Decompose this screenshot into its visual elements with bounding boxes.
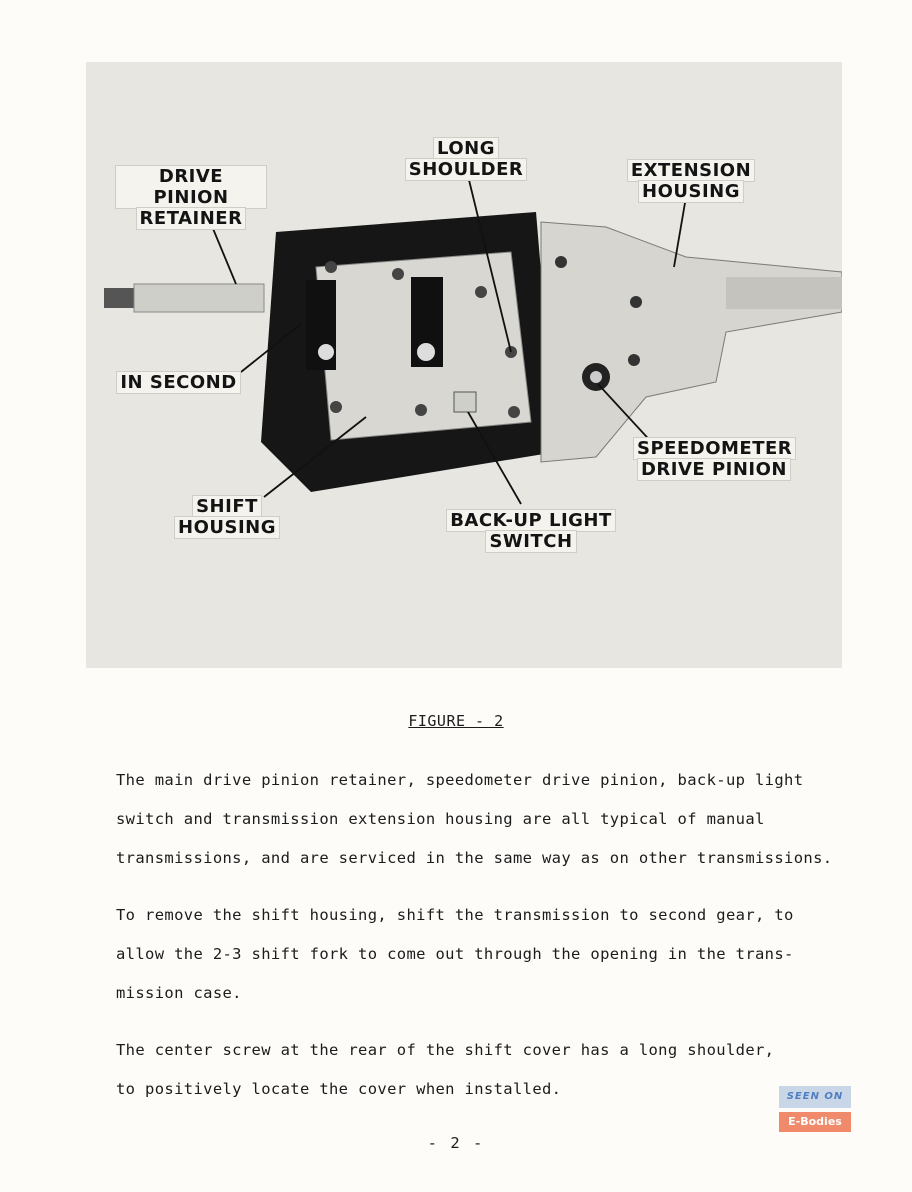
paragraph-line: switch and transmission extension housing are all typical of manual <box>116 810 765 828</box>
label-drive-pinion-retainer: DRIVE PINION RETAINER <box>116 166 266 229</box>
paragraph-line: The center screw at the rear of the shift cover has a long shoulder, <box>116 1041 775 1059</box>
extension-tail <box>726 277 842 309</box>
back-up-switch <box>454 392 476 412</box>
figure-photo <box>86 62 842 668</box>
watermark-top: SEEN ON <box>779 1086 851 1108</box>
paragraph-1 <box>116 761 836 878</box>
bolt <box>392 268 404 280</box>
bolt <box>475 286 487 298</box>
bolt <box>330 401 342 413</box>
paragraph-line: transmissions, and are serviced in the same way as on other transmissions. <box>116 849 833 867</box>
watermark-bottom: E-Bodies <box>779 1112 851 1132</box>
paragraph-line: mission case. <box>116 984 242 1002</box>
input-shaft-spline <box>104 288 136 308</box>
page-number: - 2 - <box>427 1134 485 1152</box>
bolt <box>508 406 520 418</box>
lever-hole-left <box>318 344 334 360</box>
label-back-up-light-switch: BACK-UP LIGHT SWITCH <box>446 510 616 552</box>
bolt <box>325 261 337 273</box>
label-shift-housing: SHIFT HOUSING <box>172 496 282 538</box>
paragraph-line: allow the 2-3 shift fork to come out through the opening in the trans- <box>116 945 794 963</box>
paragraph-line: To remove the shift housing, shift the transmission to second gear, to <box>116 906 794 924</box>
paragraph-line: The main drive pinion retainer, speedometer drive pinion, back-up light <box>116 771 804 789</box>
label-speedometer-drive-pinion: SPEEDOMETER DRIVE PINION <box>634 438 794 480</box>
paragraph-3 <box>116 1031 836 1109</box>
label-in-second: IN SECOND <box>116 372 241 393</box>
figure-caption: FIGURE - 2 <box>408 712 504 730</box>
lever-hole-right <box>417 343 435 361</box>
label-long-shoulder: LONG SHOULDER <box>401 138 531 180</box>
input-shaft <box>134 284 264 312</box>
bolt <box>415 404 427 416</box>
extension-housing <box>541 222 842 462</box>
paragraph-line: to positively locate the cover when installed. <box>116 1080 562 1098</box>
paragraph-2 <box>116 896 836 1013</box>
label-extension-housing: EXTENSION HOUSING <box>626 160 756 202</box>
watermark-badge <box>779 1086 851 1132</box>
